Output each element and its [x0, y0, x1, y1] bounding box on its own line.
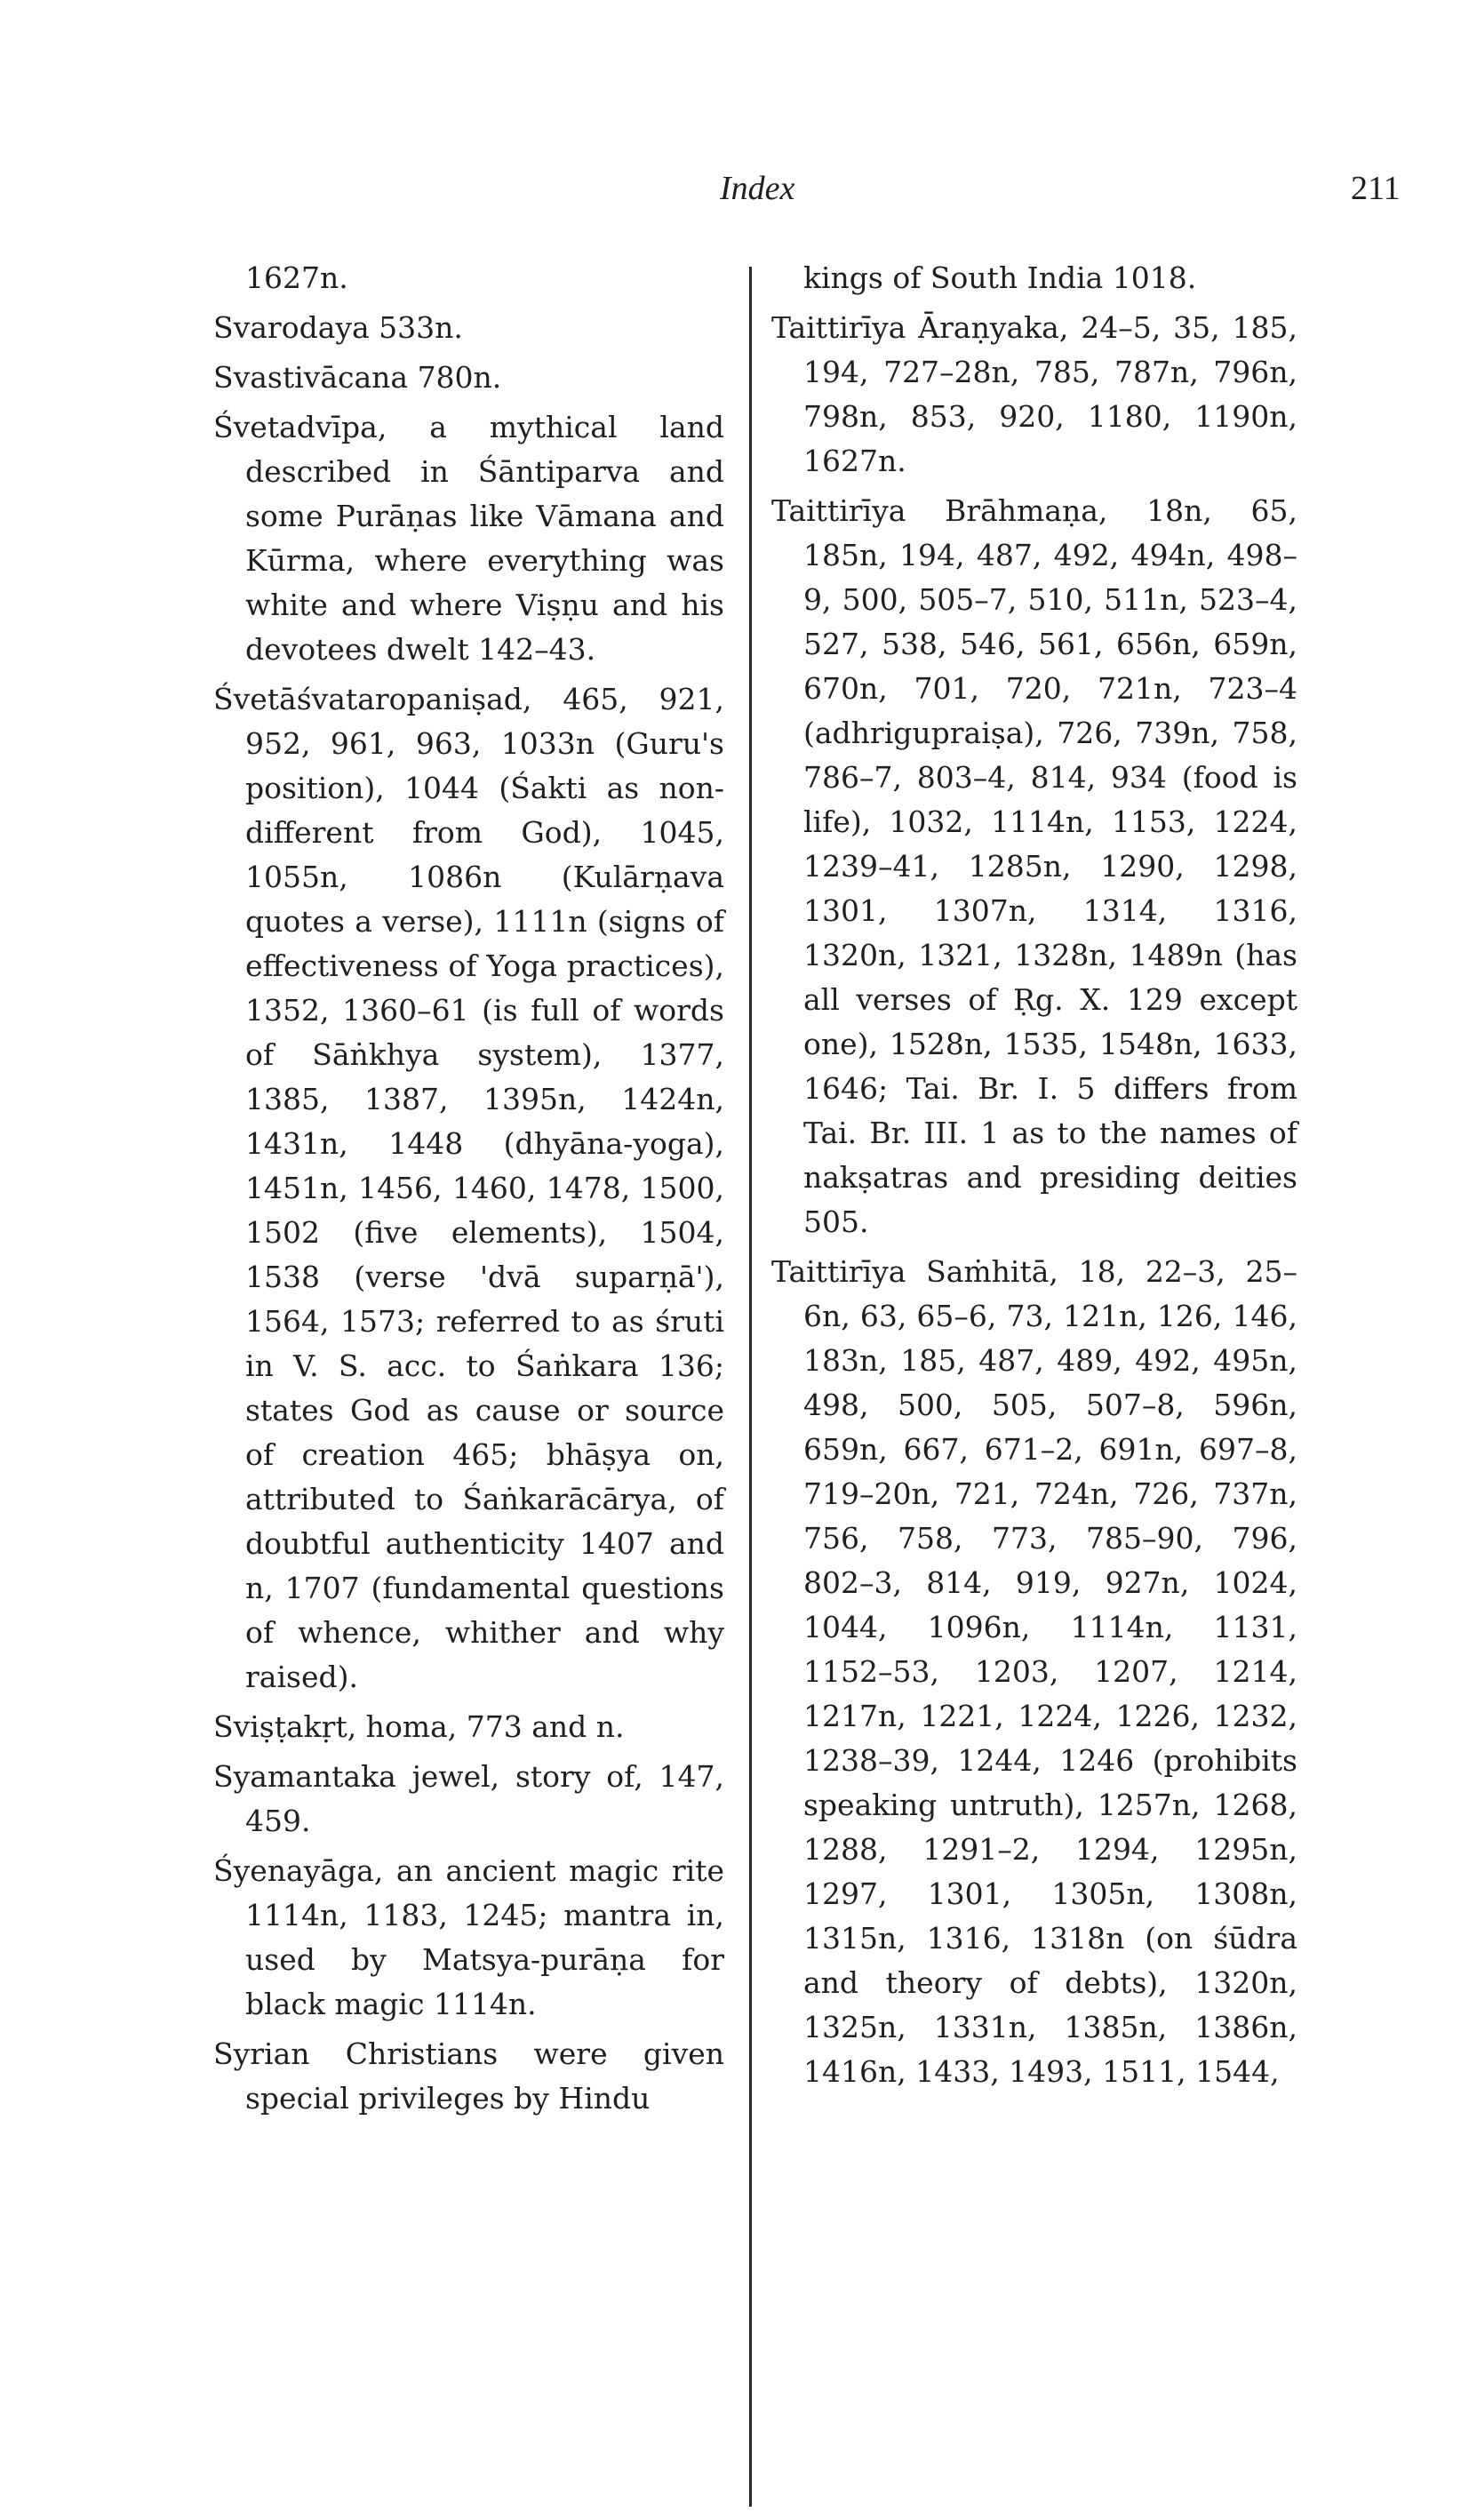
index-entry: 1627n.: [245, 260, 348, 295]
header-title: Index: [720, 170, 795, 207]
index-entry: Syamantaka jewel, story of, 147, 459.: [213, 1759, 724, 1838]
column-divider: [749, 267, 752, 2507]
index-entry: Svastivācana 780n.: [213, 360, 502, 395]
index-column-left: [213, 256, 724, 2126]
index-entry: Syrian Christians were given special privileges by Hindu: [213, 2036, 724, 2116]
index-entry: Śyenayāga, an ancient magic rite 1114n, 1183, 1245; mantra in, used by Matsya-purāṇa for black magic 1114n.: [213, 1853, 724, 2021]
index-entry: Taittirīya Āraṇyaka, 24–5, 35, 185, 194, 727–28n, 785, 787n, 796n, 798n, 853, 920, 1180, 1190n, 1627n.: [771, 310, 1297, 478]
index-column-right: [771, 256, 1297, 2100]
index-entry: Svarodaya 533n.: [213, 310, 463, 345]
index-entry: kings of South India 1018.: [803, 260, 1197, 295]
page-number: 211: [1351, 170, 1401, 207]
index-entry: Śvetāśvataropaniṣad, 465, 921, 952, 961, 963, 1033n (Guru's position), 1044 (Śakti as non-different from God), 1045, 1055n, 1086n (Kulārṇava quotes a verse), 1111n (signs of effectiveness of Yoga practices), 1352, 1360–61 (is full of words of Sāṅkhya system), 1377, 1385, 1387, 1395n, 1424n, 1431n, 1448 (dhyāna-yoga), 1451n, 1456, 1460, 1478, 1500, 1502 (five elements), 1504, 1538 (verse 'dvā suparṇā'), 1564, 1573; referred to as śruti in V. S. acc. to Śaṅkara 136; states God as cause or source of creation 465; bhāṣya on, attributed to Śaṅkarācārya, of doubtful authenticity 1407 and n, 1707 (fundamental questions of whence, whither and why raised).: [213, 682, 724, 1694]
index-entry: Sviṣṭakṛt, homa, 773 and n.: [213, 1709, 625, 1744]
index-entry: Taittirīya Brāhmaṇa, 18n, 65, 185n, 194, 487, 492, 494n, 498–9, 500, 505–7, 510, 511n, 523–4, 527, 538, 546, 561, 656n, 659n, 670n, 701, 720, 721n, 723–4 (adhrigupraiṣa), 726, 739n, 758, 786–7, 803–4, 814, 934 (food is life), 1032, 1114n, 1153, 1224, 1239–41, 1285n, 1290, 1298, 1301, 1307n, 1314, 1316, 1320n, 1321, 1328n, 1489n (has all verses of Ṛg. X. 129 except one), 1528n, 1535, 1548n, 1633, 1646; Tai. Br. I. 5 differs from Tai. Br. III. 1 as to the names of nakṣatras and presiding deities 505.: [771, 493, 1297, 1239]
running-header: [0, 169, 1469, 222]
index-entry: Śvetadvīpa, a mythical land described in Śāntiparva and some Purāṇas like Vāmana and Kūrma, where everything was white and where Viṣṇu and his devotees dwelt 142–43.: [213, 410, 724, 667]
index-entry: Taittirīya Saṁhitā, 18, 22–3, 25–6n, 63, 65–6, 73, 121n, 126, 146, 183n, 185, 487, 489, 492, 495n, 498, 500, 505, 507–8, 596n, 659n, 667, 671–2, 691n, 697–8, 719–20n, 721, 724n, 726, 737n, 756, 758, 773, 785–90, 796, 802–3, 814, 919, 927n, 1024, 1044, 1096n, 1114n, 1131, 1152–53, 1203, 1207, 1214, 1217n, 1221, 1224, 1226, 1232, 1238–39, 1244, 1246 (prohibits speaking untruth), 1257n, 1268, 1288, 1291–2, 1294, 1295n, 1297, 1301, 1305n, 1308n, 1315n, 1316, 1318n (on śūdra and theory of debts), 1320n, 1325n, 1331n, 1385n, 1386n, 1416n, 1433, 1493, 1511, 1544,: [771, 1254, 1297, 2089]
